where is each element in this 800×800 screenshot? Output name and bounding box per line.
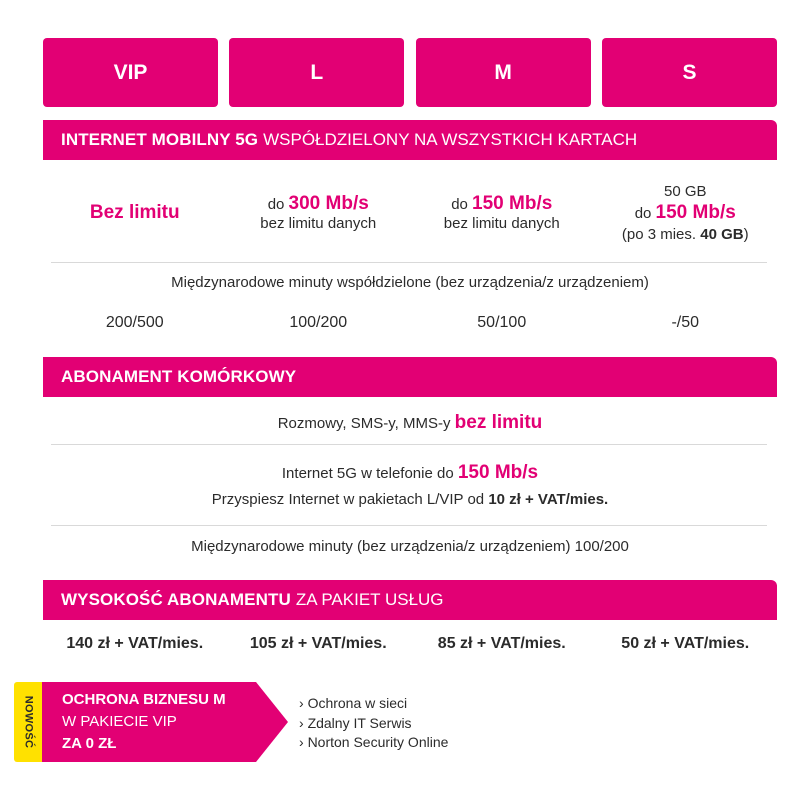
phone-internet-line [43, 462, 777, 484]
section-header-mobile [43, 357, 777, 397]
promo-line-2: W PAKIECIE VIP [62, 713, 177, 730]
speeds-row [43, 176, 777, 250]
promo-features [299, 694, 448, 753]
speed-note-pre: (po 3 mies. [621, 226, 697, 243]
promo-banner[interactable] [42, 682, 292, 762]
intl-value-l: 100/200 [289, 314, 348, 331]
speed-l [227, 194, 411, 233]
speed-note-bold: 40 GB [700, 226, 744, 243]
intl-minutes-line: Międzynarodowe minuty (bez urządzenia/z urządzeniem) 100/200 [191, 538, 629, 555]
section-header-price [43, 580, 777, 620]
novelty-label: NOWOŚĆ [22, 695, 34, 749]
boost-line [43, 491, 777, 508]
prices-row [43, 635, 777, 653]
tab-s[interactable]: S [602, 38, 777, 107]
section-title-light: WSPÓŁDZIELONY NA WSZYSTKICH KARTACH [263, 130, 638, 149]
price-vip: 140 zł + VAT/mies. [66, 635, 204, 652]
tab-l[interactable]: L [229, 38, 404, 107]
calls-text: Rozmowy, SMS-y, MMS-y [277, 415, 451, 432]
plan-tabs [43, 38, 777, 107]
section-title-light: ZA PAKIET USŁUG [295, 590, 444, 609]
intl-value-m: 50/100 [477, 314, 527, 331]
divider [51, 262, 767, 263]
speed-value: 150 Mb/s [472, 192, 553, 214]
section-title-strong: INTERNET MOBILNY 5G [61, 130, 259, 149]
promo-text [62, 689, 226, 755]
speed-note-post: ) [743, 226, 749, 243]
speed-value: 150 Mb/s [655, 202, 736, 223]
intl-value-vip: 200/500 [105, 314, 164, 331]
phone-internet-highlight: 150 Mb/s [457, 462, 539, 483]
boost-price: 10 zł + VAT/mies. [488, 491, 609, 508]
tab-m[interactable]: M [416, 38, 591, 107]
phone-internet-text: Internet 5G w telefonie do [281, 465, 454, 482]
speed-vip-label: Bez limitu [89, 202, 180, 223]
novelty-badge [14, 682, 42, 762]
speed-prefix: do [451, 195, 468, 213]
speed-prefix: do [634, 205, 652, 222]
section-header-internet [43, 120, 777, 160]
section-title-strong: ABONAMENT KOMÓRKOWY [61, 367, 297, 386]
data-amount: 50 GB [663, 183, 707, 200]
promo-line-3: ZA 0 ZŁ [62, 735, 117, 752]
speed-m [410, 194, 594, 233]
tab-vip[interactable]: VIP [43, 38, 218, 107]
feature-item: › Zdalny IT Serwis [299, 714, 448, 734]
price-s: 50 zł + VAT/mies. [621, 635, 750, 652]
section-title-strong: WYSOKOŚĆ ABONAMENTU [61, 590, 291, 609]
calls-highlight: bez limitu [454, 412, 543, 433]
intl-shared-title: Międzynarodowe minuty współdzielone (bez urządzenia/z urządzeniem) [171, 274, 649, 291]
price-m: 85 zł + VAT/mies. [437, 635, 566, 652]
intl-value-s: -/50 [671, 314, 700, 331]
calls-line [43, 412, 777, 434]
intl-shared-values [43, 314, 777, 332]
speed-value: 300 Mb/s [288, 192, 369, 214]
promo-line-1: OCHRONA BIZNESU M [62, 691, 226, 708]
speed-note: bez limitu danych [260, 214, 377, 232]
speed-note: bez limitu danych [443, 214, 560, 232]
divider [51, 444, 767, 445]
boost-text: Przyspiesz Internet w pakietach L/VIP od [211, 491, 485, 508]
feature-item: › Ochrona w sieci [299, 694, 448, 714]
speed-vip [43, 203, 227, 223]
price-l: 105 zł + VAT/mies. [249, 635, 387, 652]
divider [51, 525, 767, 526]
speed-prefix: do [267, 195, 285, 213]
speed-s [594, 181, 778, 245]
feature-item: › Norton Security Online [299, 733, 448, 753]
